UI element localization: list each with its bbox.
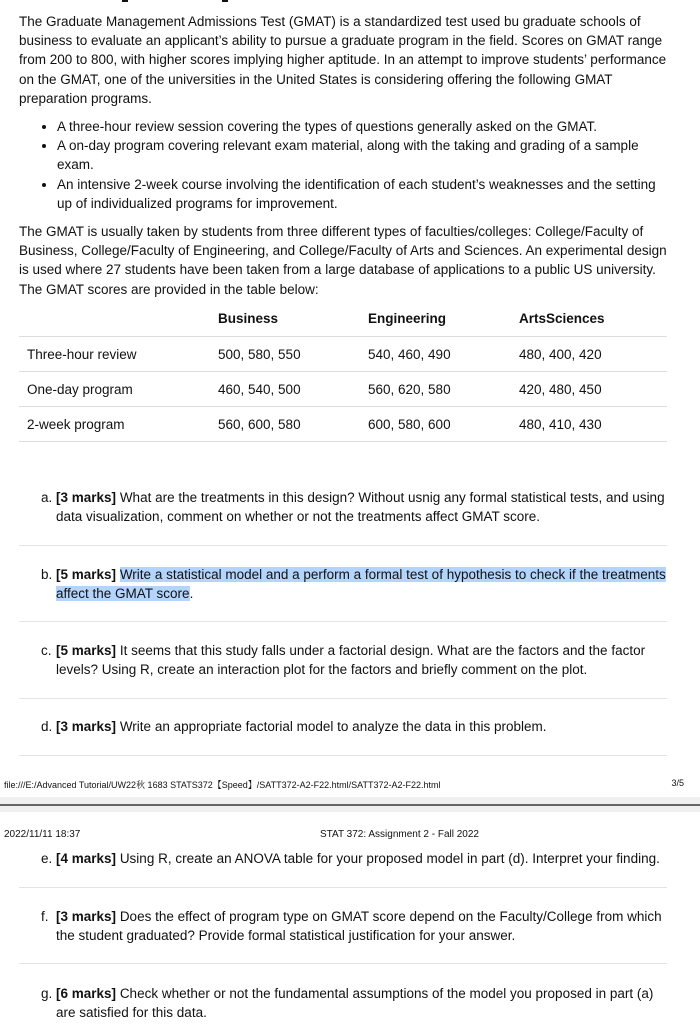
question-marks: [5 marks] <box>56 567 117 582</box>
intro-section <box>19 12 669 299</box>
table-cell: 540, 460, 490 <box>368 337 519 372</box>
table-header-row <box>19 301 667 337</box>
question-g <box>19 984 667 1022</box>
intro-paragraph-2: The GMAT is usually taken by students from three different types of faculties/colleges: College/Faculty of Business, College/Faculty of Engineering, and College/Faculty of Arts and Sciences. An experimental design is used where 27 students have been taken from a large database of applications to a public US university. The GMAT scores are provided in the table below: <box>19 224 667 297</box>
row-label: 2-week program <box>19 407 218 442</box>
question-letter: g. <box>41 986 53 1001</box>
table-cell: 480, 410, 430 <box>519 407 667 442</box>
table-cell: 600, 580, 600 <box>368 407 519 442</box>
table-cell: 460, 540, 500 <box>218 372 368 407</box>
question-e <box>19 849 667 868</box>
question-text: Check whether or not the fundamental assumptions of the model you proposed in part (a) are satisfied for this data. <box>56 986 654 1021</box>
question-text: Write an appropriate factorial model to analyze the data in this problem. <box>119 719 547 734</box>
question-text-tail: . <box>189 586 194 602</box>
print-date: 2022/11/11 18:37 <box>4 829 81 840</box>
question-f <box>19 907 667 945</box>
question-marks: [4 marks] <box>56 851 117 866</box>
table-header-cell: ArtsSciences <box>519 301 667 337</box>
question-letter: e. <box>41 851 53 866</box>
table-row <box>19 337 667 372</box>
question-a <box>19 488 667 526</box>
list-item: • A three-hour review session covering the types of questions generally asked on the GMAT. <box>57 117 669 136</box>
page-number: 3/5 <box>671 778 684 788</box>
print-header <box>4 829 694 840</box>
print-footer <box>4 778 694 791</box>
question-letter: b. <box>41 567 53 582</box>
divider <box>19 963 667 964</box>
question-marks: [6 marks] <box>56 986 117 1001</box>
table-row <box>19 372 667 407</box>
divider <box>19 755 667 756</box>
row-label: One-day program <box>19 372 218 407</box>
list-item: • A on-day program covering relevant exam material, along with the taking and grading of a sample exam. <box>57 136 669 174</box>
question-letter: c. <box>41 643 52 658</box>
question-b <box>19 565 667 603</box>
table-header-cell: Business <box>218 301 368 337</box>
table-header-cell: Engineering <box>368 301 519 337</box>
highlighted-question-text[interactable]: Write a statistical model and a perform a formal test of hypothesis to check if the treatments affect the GMAT score <box>56 567 666 602</box>
cut-off-top-text <box>0 0 700 6</box>
programs-list <box>19 117 669 213</box>
table-cell: 480, 400, 420 <box>519 337 667 372</box>
file-path: file:///E:/Advanced Tutorial/UW22秋 1683 STATS372【Speed】/SATT372-A2-F22.html/SATT372-A2-F22.html <box>4 780 441 790</box>
question-d <box>19 717 667 736</box>
question-marks: [3 marks] <box>56 909 117 924</box>
divider <box>19 545 667 546</box>
question-marks: [3 marks] <box>56 490 117 505</box>
question-text: It seems that this study falls under a factorial design. What are the factors and the factor levels? Using R, create an interaction plot for the factors and briefly comment on the plot. <box>56 643 646 678</box>
intro-paragraph-1: The Graduate Management Admissions Test (GMAT) is a standardized test used bu graduate schools of business to evaluate an applicant’s ability to pursue a graduate program in the field. Scores on GMAT range from 200 to 800, with higher scores implying higher aptitude. In an attempt to improve students’ performance on the GMAT, one of the universities in the United States is considering offering the following GMAT preparation programs. <box>19 14 667 106</box>
table-cell: 560, 620, 580 <box>368 372 519 407</box>
list-item: • An intensive 2-week course involving the identification of each student’s weaknesses and the setting up of individualized programs for improvement. <box>57 175 669 213</box>
table-row <box>19 407 667 442</box>
document-title: STAT 372: Assignment 2 - Fall 2022 <box>320 829 479 840</box>
question-text: What are the treatments in this design? Without usnig any formal statistical tests, and using data visualization, comment on whether or not the treatments affect GMAT score. <box>56 490 665 525</box>
table-header-cell <box>19 301 218 337</box>
gmat-scores-table <box>19 301 667 442</box>
question-text: Using R, create an ANOVA table for your proposed model in part (d). Interpret your finding. <box>119 851 660 866</box>
question-letter: a. <box>41 490 53 505</box>
question-marks: [3 marks] <box>56 719 117 734</box>
question-letter: f. <box>41 909 49 924</box>
row-label: Three-hour review <box>19 337 218 372</box>
question-text: Does the effect of program type on GMAT score depend on the Faculty/College from which the student graduated? Provide formal statistical justification for your answer. <box>56 909 662 944</box>
divider <box>19 621 667 622</box>
divider <box>19 698 667 699</box>
table-cell: 560, 600, 580 <box>218 407 368 442</box>
table-cell: 500, 580, 550 <box>218 337 368 372</box>
table-cell: 420, 480, 450 <box>519 372 667 407</box>
page-break <box>0 797 700 812</box>
divider <box>19 887 667 888</box>
question-marks: [5 marks] <box>56 643 117 658</box>
question-letter: d. <box>41 719 53 734</box>
question-c <box>19 641 667 679</box>
